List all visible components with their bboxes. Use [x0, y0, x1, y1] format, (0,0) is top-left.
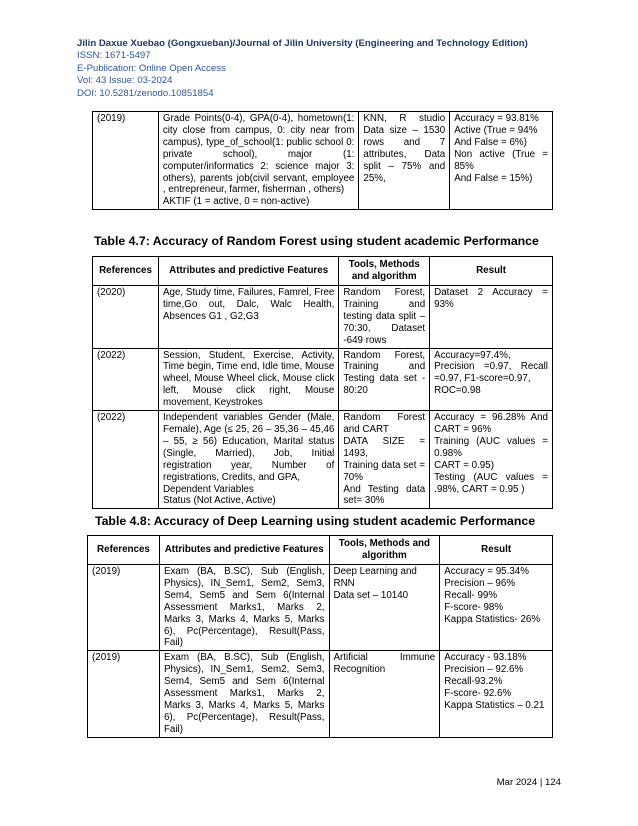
- table-4-7: [92, 256, 553, 509]
- journal-header: [77, 38, 528, 100]
- table-4-8-caption: Table 4.8: Accuracy of Deep Learning using student academic Performance: [95, 514, 536, 528]
- tools-cell: KNN, R studio Data size – 1530 rows and 7 attributes, Data split – 75% and 25%,: [359, 112, 450, 210]
- reference-cell: (2019): [93, 112, 159, 210]
- table-row: [88, 565, 553, 651]
- tools-cell: Random Forest, Training and Testing data set - 80:20: [339, 348, 430, 411]
- attributes-cell: Age, Study time, Failures, Famrel, Free time,Go out, Dalc, Walc Health, Absences G1 , G2,G3: [158, 286, 338, 349]
- result-cell: Accuracy = 93.81% Active (True = 94% And False = 6%) Non active (True = 85% And False = 15%): [450, 112, 553, 210]
- header-references: References: [93, 257, 159, 286]
- tools-cell: Artificial Immune Recognition: [329, 651, 440, 737]
- table-row: [93, 411, 553, 509]
- attributes-cell: Session, Student, Exercise, Activity, Time begin, Time end, Idle time, Mouse wheel, Mouse Wheel click, Mouse click left, Mouse click right, Mouse movement, Keystrokes: [158, 348, 338, 411]
- result-cell: Accuracy = 95.34% Precision – 96% Recall- 99% F-score- 98% Kappa Statistics- 26%: [440, 565, 553, 651]
- tools-cell: Deep Learning and RNN Data set – 10140: [329, 565, 440, 651]
- table-header-row: [88, 536, 553, 565]
- table-row: [93, 286, 553, 349]
- reference-cell: (2022): [93, 411, 159, 509]
- reference-cell: (2020): [93, 286, 159, 349]
- header-attributes: Attributes and predictive Features: [159, 536, 329, 565]
- reference-cell: (2019): [88, 651, 160, 737]
- attributes-cell: Independent variables Gender (Male, Female), Age (≤ 25, 26 – 35,36 – 45,46 – 55, ≥ 56) Education, Marital status (Single, Married), Job, Initial registration year, Number of registrations, Credits, and GPA, Dependent Variables Status (Not Active, Active): [158, 411, 338, 509]
- table-row: [93, 348, 553, 411]
- table-row: [88, 651, 553, 737]
- result-cell: Accuracy=97.4%, Precision =0.97, Recall =0.97, F1-score=0.97, ROC=0.98: [430, 348, 553, 411]
- result-cell: Dataset 2 Accuracy = 93%: [430, 286, 553, 349]
- header-tools: Tools, Methods and algorithm: [339, 257, 430, 286]
- result-cell: Accuracy - 93.18% Precision – 92.6% Recall-93.2% F-score- 92.6% Kappa Statistics – 0.21: [440, 651, 553, 737]
- page-footer: Mar 2024 | 124: [496, 777, 561, 788]
- table-4-7-caption: Table 4.7: Accuracy of Random Forest using student academic Performance: [94, 234, 539, 248]
- doi: DOI: 10.5281/zenodo.10851854: [77, 87, 214, 99]
- reference-cell: (2019): [88, 565, 160, 651]
- journal-title: Jilin Daxue Xuebao (Gongxueban)/Journal of Jilin University (Engineering and Technology Edition): [77, 38, 528, 49]
- tools-cell: Random Forest, Training and testing data split – 70:30, Dataset -649 rows: [339, 286, 430, 349]
- result-cell: Accuracy = 96.28% And CART = 96% Training (AUC values = 0.98% CART = 0.95) Testing (AUC values = .98%, CART = 0.95 ): [430, 411, 553, 509]
- header-references: References: [88, 536, 160, 565]
- table-4-8: [87, 535, 553, 738]
- continued-table: [92, 111, 553, 210]
- reference-cell: (2022): [93, 348, 159, 411]
- header-result: Result: [430, 257, 553, 286]
- header-tools: Tools, Methods and algorithm: [329, 536, 440, 565]
- header-attributes: Attributes and predictive Features: [158, 257, 338, 286]
- publication-type: E-Publication: Online Open Access: [77, 62, 226, 74]
- volume-issue: Vol: 43 Issue: 03-2024: [77, 75, 173, 87]
- attributes-cell: Grade Points(0-4), GPA(0-4), hometown(1: city close from campus, 0: city near from campus), type_of_school(1: public school 0: private school), major (1: computer/informatics 2: science major 3: others), parents job(civil servant, employee , entrepreneur, farmer, fisherman , others) AKTIF (1 = active, 0 = non-active): [158, 112, 359, 210]
- header-result: Result: [440, 536, 553, 565]
- table-row: [93, 112, 553, 210]
- attributes-cell: Exam (BA, B.SC), Sub (English, Physics), IN_Sem1, Sem2, Sem3, Sem4, Sem5 and Sem 6(Internal Assessment Marks1, Marks 2, Marks 3, Marks 4, Marks 5, Marks 6), Pc(Percentage), Result(Pass, Fail): [159, 651, 329, 737]
- tools-cell: Random Forest and CART DATA SIZE = 1493, Training data set = 70% And Testing data set= 30%: [339, 411, 430, 509]
- table-header-row: [93, 257, 553, 286]
- attributes-cell: Exam (BA, B.SC), Sub (English, Physics), IN_Sem1, Sem2, Sem3, Sem4, Sem5 and Sem 6(Internal Assessment Marks1, Marks 2, Marks 3, Marks 4, Marks 5, Marks 6), Pc(Percentage), Result(Pass, Fail): [159, 565, 329, 651]
- issn: ISSN: 1671-5497: [77, 50, 151, 62]
